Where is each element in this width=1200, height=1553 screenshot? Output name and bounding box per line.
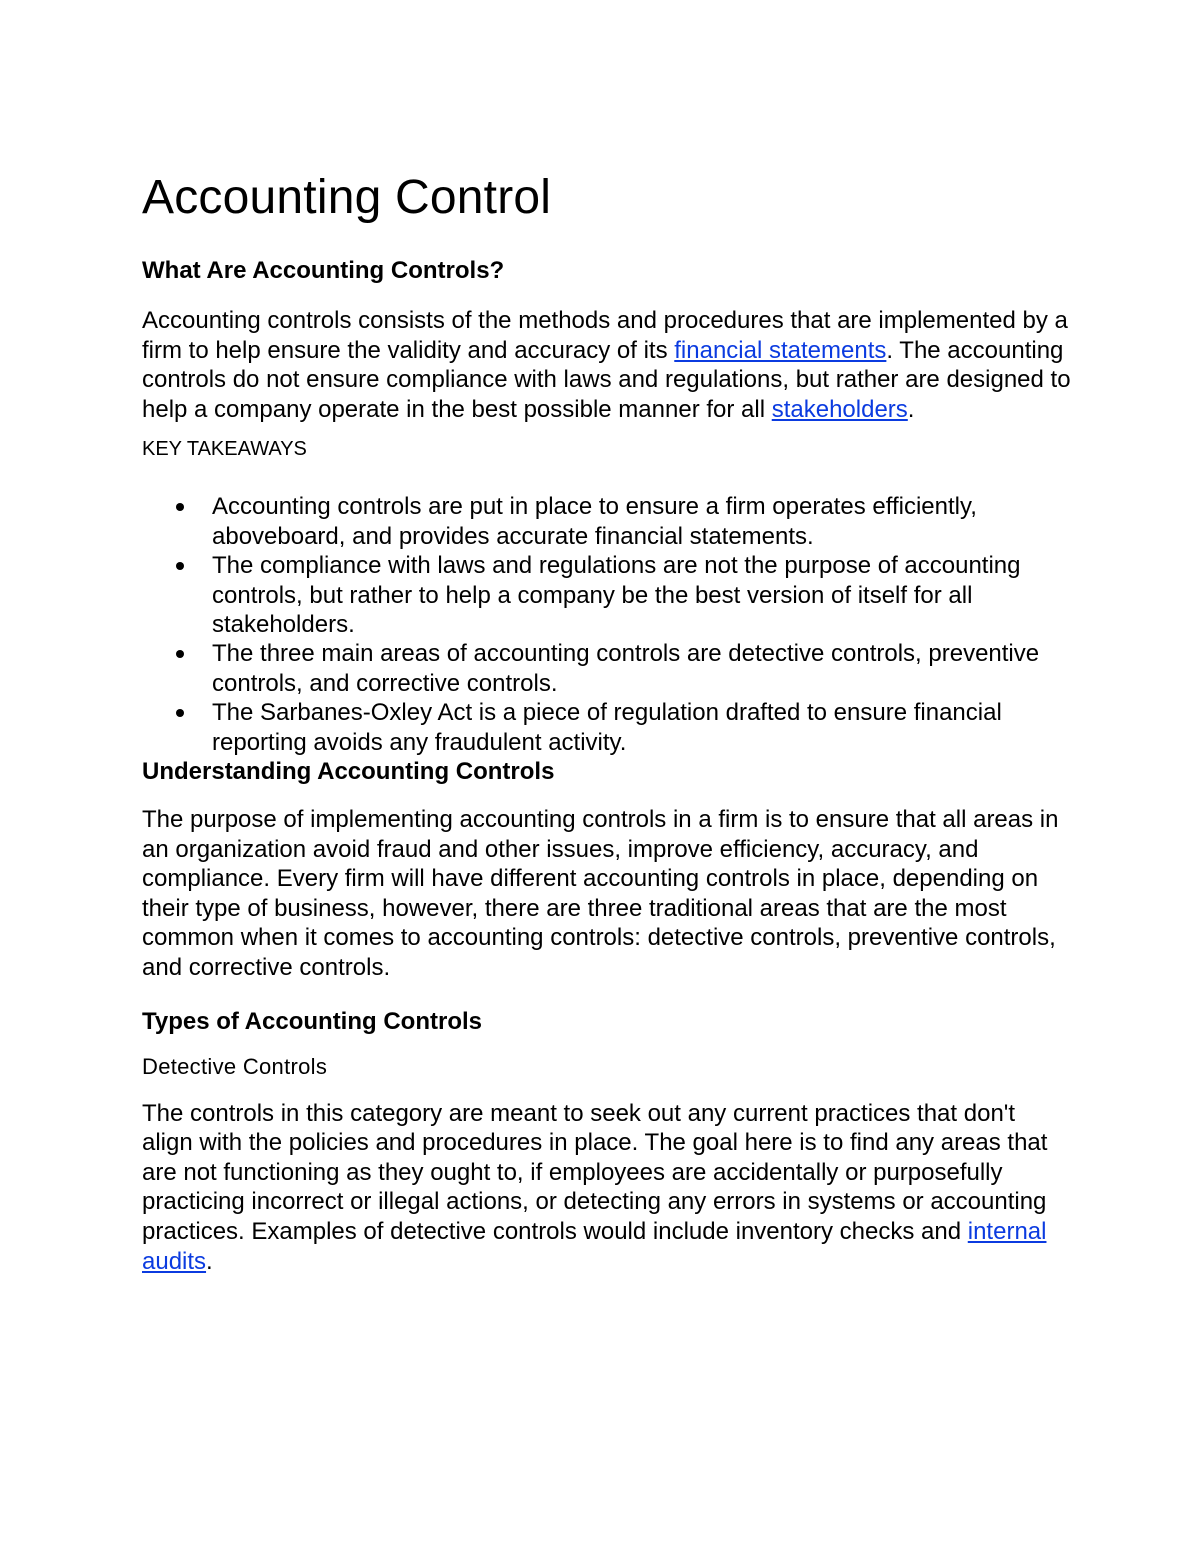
- financial-statements-link[interactable]: financial statements: [674, 336, 887, 364]
- detective-text-part-1: The controls in this category are meant to seek out any current practices that don't align with the policies and procedures in place. The goal here is to find any areas that are not functioning as they ought to, if employees are accidentally or purposefully practicing incorrect or illegal actions, or detecting any errors in systems or accounting practices. Examples of detective controls would include inventory checks and: [142, 1099, 1048, 1245]
- list-item: [142, 492, 1072, 551]
- internal-audits-link[interactable]: internal audits: [142, 1217, 1047, 1275]
- list-item: [142, 698, 1072, 757]
- bullet-icon: [176, 503, 184, 511]
- intro-text-part-2: . The accounting controls do not ensure compliance with laws and regulations, but rather are designed to help a company operate in the best possible manner for all: [142, 336, 1071, 423]
- stakeholders-link[interactable]: stakeholders: [771, 395, 908, 423]
- understanding-paragraph: The purpose of implementing accounting controls in a firm is to ensure that all areas in an organization avoid fraud and other issues, improve efficiency, accuracy, and compliance. Every firm will have different accounting controls in place, depending on their type of business, however, there are three traditional areas that are the most common when it comes to accounting controls: detective controls, preventive controls, and corrective controls.: [142, 806, 1059, 981]
- bullet-icon: [176, 709, 184, 717]
- intro-text-part-1: Accounting controls consists of the methods and procedures that are implemented by a firm to help ensure the validity and accuracy of its: [142, 307, 1068, 364]
- list-item: [142, 639, 1072, 698]
- intro-text-part-3: .: [907, 395, 915, 423]
- heading-types-of-accounting-controls: Types of Accounting Controls: [142, 1007, 482, 1035]
- bullet-icon: [176, 650, 184, 658]
- document-page: [142, 170, 1072, 1276]
- key-takeaways-list: [142, 492, 1072, 757]
- document-title: Accounting Control: [142, 171, 552, 224]
- list-item: [142, 551, 1072, 639]
- list-item-text: Accounting controls are put in place to ensure a firm operates efficiently, aboveboard, and provides accurate financial statements.: [212, 493, 977, 550]
- detective-controls-paragraph: [142, 1099, 1072, 1277]
- bullet-icon: [176, 562, 184, 570]
- key-takeaways-label: KEY TAKEAWAYS: [142, 438, 307, 461]
- heading-what-are-accounting-controls: What Are Accounting Controls?: [142, 257, 505, 284]
- list-item-text: The Sarbanes-Oxley Act is a piece of regulation drafted to ensure financial reporting avoids any fraudulent activity.: [212, 699, 1002, 756]
- list-item-text: The three main areas of accounting controls are detective controls, preventive controls, and corrective controls.: [212, 640, 1040, 697]
- detective-text-part-2: .: [206, 1247, 213, 1275]
- heading-understanding-accounting-controls: Understanding Accounting Controls: [142, 758, 555, 786]
- subheading-detective-controls: Detective Controls: [142, 1053, 328, 1079]
- list-item-text: The compliance with laws and regulations are not the purpose of accounting controls, but rather to help a company be the best version of itself for all stakeholders.: [212, 552, 1021, 638]
- intro-paragraph: [142, 306, 1072, 424]
